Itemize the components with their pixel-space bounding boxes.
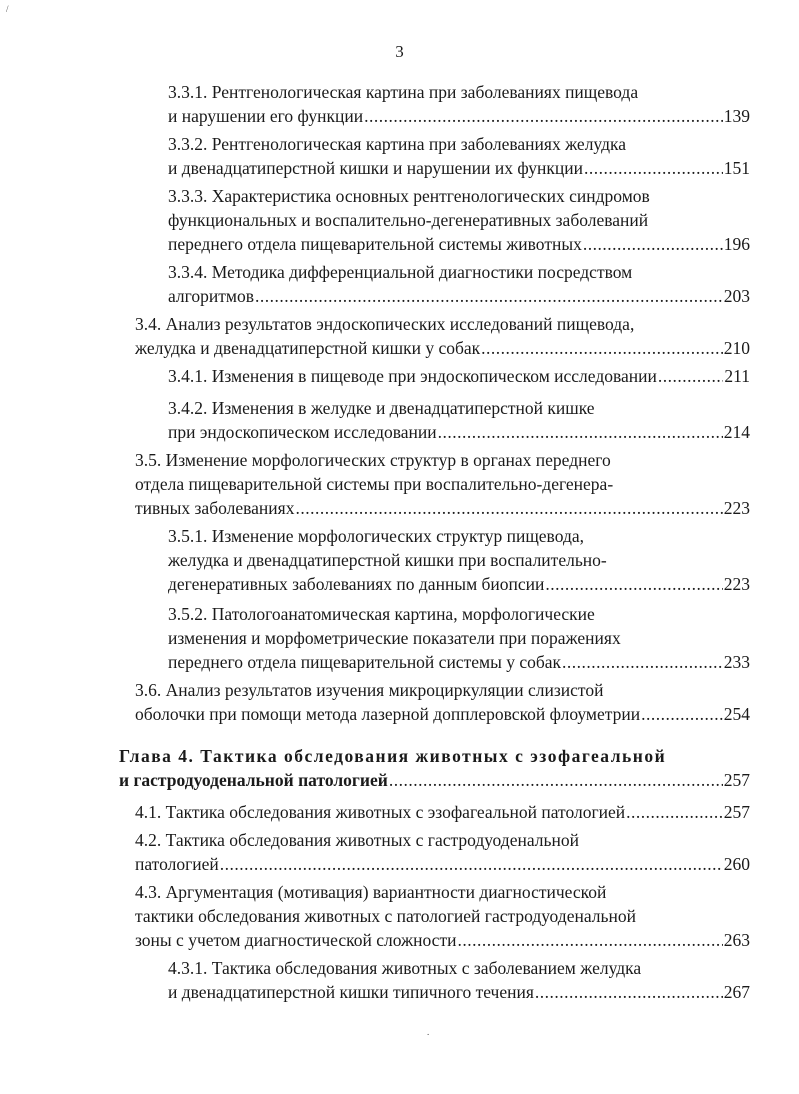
toc-entry-line: желудка и двенадцатиперстной кишки при воспалительно- [168,550,607,570]
toc-entry-final-line [135,336,750,360]
dot-leader [457,928,722,952]
dot-leader [220,852,723,876]
dot-leader [658,364,724,388]
toc-page-number: 263 [723,930,750,950]
toc-entry [168,184,750,256]
toc-entry [168,524,750,596]
toc-entry-final-line [135,702,750,726]
toc-entry-line: 3.5. Изменение морфологических структур в органах переднего [135,450,611,470]
toc-entry-final-line [135,800,750,824]
toc-entry-title: 3.4.1. Изменения в пищеводе при эндоскопическом исследовании [168,366,657,386]
toc-entry [168,602,750,674]
dot-leader [389,768,723,792]
toc-entry-final-line [168,420,750,444]
toc-entry-line: 4.3. Аргументация (мотивация) вариантности диагностической [135,882,607,902]
toc-entry [135,312,750,360]
dot-leader [481,336,723,360]
toc-entry-line: 3.3.1. Рентгенологическая картина при заболеваниях пищевода [168,82,639,102]
dot-leader [562,650,723,674]
toc-entry-final-line [168,104,750,128]
dot-leader [584,156,723,180]
toc-page-number: 214 [723,422,750,442]
toc-chapter [119,744,750,792]
toc-entry-title: желудка и двенадцатиперстной кишки у собак [135,338,481,358]
toc-entry-title: при эндоскопическом исследовании [168,422,437,442]
toc-entry-line: отдела пищеварительной системы при воспалительно-дегенера- [135,474,614,494]
dot-leader [535,980,723,1004]
toc-entry-final-line [168,650,750,674]
toc-entry-title: переднего отдела пищеварительной системы у собак [168,652,562,672]
toc-entry-line: тактики обследования животных с патологией гастродуоденальной [135,906,636,926]
dot-leader [641,702,723,726]
toc-entry-title: дегенеративных заболеваниях по данным биопсии [168,574,545,594]
toc-entry [135,880,750,952]
dot-leader [626,800,723,824]
toc-entry-final-line [119,768,750,792]
toc-entry [168,396,750,444]
toc-entry-title: алгоритмов [168,286,254,306]
toc-entry-line: Глава 4. Тактика обследования животных с эзофагеальной [119,746,667,766]
toc-page-number: 257 [723,770,750,790]
toc-entry-final-line [135,496,750,520]
toc-entry [168,956,750,1004]
scan-mark: / [6,4,9,14]
dot-leader [255,284,723,308]
toc-entry-final-line [168,980,750,1004]
dot-leader [545,572,722,596]
toc-entry-line: 3.3.2. Рентгенологическая картина при заболеваниях желудка [168,134,626,154]
toc-page-number: 223 [723,574,750,594]
toc-page-number: 196 [723,234,750,254]
toc-entry [168,80,750,128]
toc-entry-line: 3.5.1. Изменение морфологических структур пищевода, [168,526,584,546]
toc-entry-line: 3.4. Анализ результатов эндоскопических исследований пищевода, [135,314,635,334]
toc-entry-final-line [168,364,750,388]
dot-leader [438,420,723,444]
toc-page-number: 267 [723,982,750,1002]
toc-entry-line: 3.3.3. Характеристика основных рентгенологических синдромов [168,186,650,206]
toc-entry-title: и нарушении его функции [168,106,364,126]
table-of-contents [0,76,799,1004]
toc-entry-title: зоны с учетом диагностической сложности [135,930,457,950]
toc-page-number: 257 [723,802,750,822]
toc-entry [135,448,750,520]
toc-page-number: 203 [723,286,750,306]
toc-page-number: 260 [723,854,750,874]
toc-entry-final-line [168,232,750,256]
toc-entry-title: патологией [135,854,219,874]
toc-entry-line: 3.5.2. Патологоанатомическая картина, морфологические [168,604,595,624]
toc-entry-final-line [168,572,750,596]
toc-entry-line: 3.6. Анализ результатов изучения микроциркуляции слизистой [135,680,604,700]
dot-leader [295,496,722,520]
toc-entry [168,260,750,308]
toc-page-number: 211 [724,366,750,386]
toc-page-number: 210 [723,338,750,358]
dot-leader [583,232,723,256]
toc-page-number: 223 [723,498,750,518]
toc-entry [168,132,750,180]
toc-entry-line: функциональных и воспалительно-дегенеративных заболеваний [168,210,649,230]
toc-entry-title: оболочки при помощи метода лазерной допплеровской флоуметрии [135,704,641,724]
dot-leader [364,104,723,128]
toc-entry-title: и гастродуоденальной патологией [119,770,388,790]
toc-entry-title: тивных заболеваниях [135,498,295,518]
toc-entry-line: 4.3.1. Тактика обследования животных с заболеванием желудка [168,958,642,978]
toc-entry-line: 4.2. Тактика обследования животных с гастродуоденальной [135,830,579,850]
toc-entry-final-line [168,156,750,180]
toc-entry-title: 4.1. Тактика обследования животных с эзофагеальной патологией [135,802,626,822]
toc-page-number: 139 [723,106,750,126]
toc-page-number: 233 [723,652,750,672]
toc-entry [135,828,750,876]
toc-entry-final-line [135,928,750,952]
toc-entry-title: и двенадцатиперстной кишки и нарушении их функции [168,158,584,178]
toc-entry-title: и двенадцатиперстной кишки типичного течения [168,982,534,1002]
toc-entry-line: 3.4.2. Изменения в желудке и двенадцатиперстной кишке [168,398,595,418]
toc-entry-line: 3.3.4. Методика дифференциальной диагностики посредством [168,262,633,282]
toc-entry-line: изменения и морфометрические показатели при поражениях [168,628,621,648]
toc-page-number: 151 [723,158,750,178]
toc-page-number: 254 [723,704,750,724]
page-number: 3 [395,42,404,61]
toc-entry-final-line [135,852,750,876]
toc-entry [135,800,750,824]
toc-entry-final-line [168,284,750,308]
toc-entry [168,364,750,388]
scan-speck: . [427,1027,430,1037]
toc-entry [135,678,750,726]
toc-entry-title: переднего отдела пищеварительной системы животных [168,234,582,254]
